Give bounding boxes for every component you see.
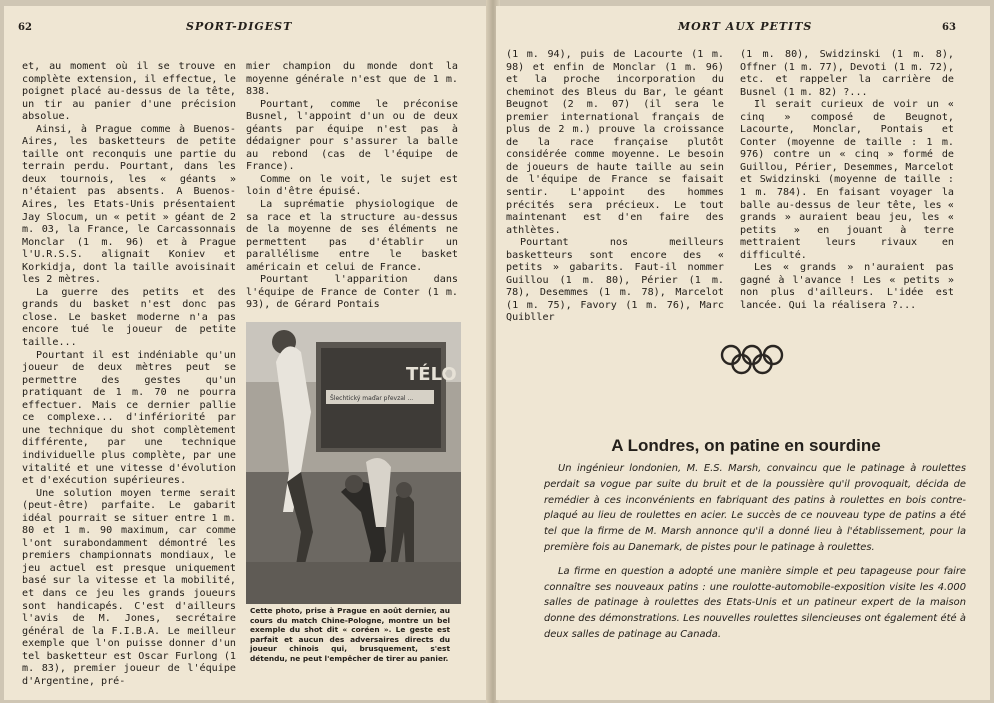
paragraph: Pourtant l'apparition dans l'équipe de France de Conter (1 m. 93), de Gérard Pontais: [246, 274, 458, 311]
paragraph: La guerre des petits et des grands du basket n'est donc pas close. Le basket moderne n'a pas encore tué le joueur de petite taille...: [22, 286, 236, 349]
photo-sign: TÉLO: [406, 364, 457, 385]
olympic-rings-icon: [720, 343, 784, 377]
running-head: MORT AUX PETITS: [678, 20, 813, 33]
paragraph: Comme on le voit, le sujet est loin d'être épuisé.: [246, 173, 458, 198]
right-page: [496, 6, 990, 700]
text-column-1: [506, 49, 724, 325]
paragraph: Pourtant il est indéniable qu'un joueur de deux mètres peut se permettre des gestes qu'un pratiquant de 1 m. 70 ne pourra effectuer. Mais ce dernier pallie ce complexe... d'infériorité par une technique du shot complètement différente, par une technique individuelle plus complète, par une vitalité et une vitesse d'évolution et d'exécution supérieures.: [22, 349, 236, 487]
text-column-2: [740, 49, 954, 312]
page-number: 62: [18, 22, 32, 33]
text-column-2: [246, 61, 458, 312]
paragraph: et, au moment où il se trouve en complète extension, il effectue, le poignet placé au-dessus de la tête, un tir au panier d'une précision absolue.: [22, 61, 236, 123]
photo-banner: Šlechtický maďar převzal ...: [330, 395, 414, 402]
left-page: [4, 6, 492, 700]
article-body: [544, 461, 966, 643]
paragraph: Un ingénieur londonien, M. E.S. Marsh, convaincu que le patinage à roulettes perdait sa vogue par suite du bruit et de la poussière qu'il provoquait, décida de remédier à ces inconvénients en fabriquant des patins à roulettes en bois contre-plaqué au lieu de roulettes en acier. Le succès de ce nouveau type de patins a été tel que la firme de M. Marsh annonce qu'il a donné lieu à l'établissement, pour la première fois au Danemark, de pistes pour le patinage à roulettes.: [544, 463, 966, 553]
paragraph: La suprématie physiologique de sa race et la structure au-dessus de la moyenne de ses éléments ne permettent pas d'établir un parallélisme entre le basket américain et celui de France.: [246, 199, 458, 273]
article-title: A Londres, on patine en sourdine: [611, 436, 881, 455]
paragraph: La firme en question a adopté une manière simple et peu tapageuse pour faire connaître ses nouveaux patins : une roulotte-automobile-exposition visite les 4.000 salles de patinage à roulettes des Etats-Unis et un patineur expert de la maison donne des démonstrations. Les nouvelles roulettes silencieuses ont également été à deux salles de patinage au Canada.: [544, 565, 966, 640]
paragraph: Les « grands » n'auraient pas gagné à l'avance ! Les « petits » non plus d'ailleurs. L'idée est lancée. Qui la réalisera ?...: [740, 262, 954, 311]
paragraph: Il serait curieux de voir un « cinq » composé de Beugnot, Lacourte, Monclar, Pontais et Conter (moyenne de taille : 1 m. 976) contre un « cinq » formé de Guillou, Périer, Desemmes, Marcelot et Swidzinski (moyenne de taille : 1 m. 784). En faisant voyager la balle au-dessus de leur tête, les « grands » auraient beau jeu, les « petits » en jouant à terre mettraient leurs rivaux en difficulté.: [740, 99, 954, 261]
text-column-1: [22, 61, 236, 688]
photo-caption: Cette photo, prise à Prague en août dernier, au cours du match Chine-Pologne, montre un bel exemple du shot dit « coréen ». Le geste est parfait et aucun des adversaires directs du joueur chinois qui, brusquement, s'est détendu, ne peut l'empêcher de tirer au panier.: [250, 606, 450, 663]
paragraph: Pourtant nos meilleurs basketteurs sont encore des « petits » gabarits. Faut-il nommer Guillou (1 m. 80), Périer (1 m. 78), Desemmes (1 m. 78), Marcelot (1 m. 75), Favory (1 m. 76), Marc Quibller: [506, 237, 724, 324]
paragraph: Ainsi, à Prague comme à Buenos-Aires, les basketteurs de petite taille ont reconquis une partie du terrain perdu. Pourtant, dans les deux tournois, les « géants » n'étaient pas absents. A Buenos-Aires, les Etats-Unis présentaient Jay Slocum, un « petit » géant de 2 m. 03, la France, le Carcassonnais Monclar (1 m. 96) et à Prague l'U.R.S.S. alignait Koniev et Korkidja, dont la taille avoisinait les 2 mètres.: [22, 123, 236, 286]
paragraph: Pourtant, comme le préconise Busnel, l'appoint d'un ou de deux géants par équipe n'est pas à dédaigner pour s'assurer la balle au rebond (cas de l'équipe de France).: [246, 98, 458, 173]
paragraph: Une solution moyen terme serait (peut-être) parfaite. Le gabarit idéal pourrait se situer entre 1 m. 80 et 1 m. 90 maximum, car comme l'ont surabondamment démontré les premiers championnats mondiaux, le jeu actuel est presque uniquement basé sur la vitesse et la mobilité, et dans ce jeu les grands joueurs sont handicapés. C'est d'ailleurs l'avis de M. Jones, secrétaire général de la F.I.B.A. Le meilleur exemple que l'on puisse donner d'un tel basketteur est Oscar Furlong (1 m. 83), premier joueur de l'équipe d'Argentine, pré-: [22, 487, 236, 687]
page-number: 63: [942, 22, 956, 33]
basketball-photo: [246, 322, 461, 604]
paragraph: mier champion du monde dont la moyenne générale n'est que de 1 m. 838.: [246, 61, 458, 98]
paragraph: (1 m. 94), puis de Lacourte (1 m. 98) et enfin de Monclar (1 m. 96) et la proche incorporation du cheminot des Bleus du Bar, le géant Beugnot (2 m. 07) (il sera le premier international français de plus de 2 m.) prouve la croissance de la race française plutôt considérée comme moyenne. Le besoin de joueurs de haute taille au sein de l'équipe de France se faisait sentir. L'appoint des hommes précités sera précieux. Le tout maintenant est d'en faire des athlètes.: [506, 49, 724, 236]
paragraph: (1 m. 80), Swidzinski (1 m. 8), Offner (1 m. 77), Devoti (1 m. 72), etc. et rappeler la carrière de Busnel (1 m. 82) ?...: [740, 49, 954, 98]
running-head: SPORT-DIGEST: [186, 20, 293, 33]
photo-illustration: [246, 322, 461, 604]
